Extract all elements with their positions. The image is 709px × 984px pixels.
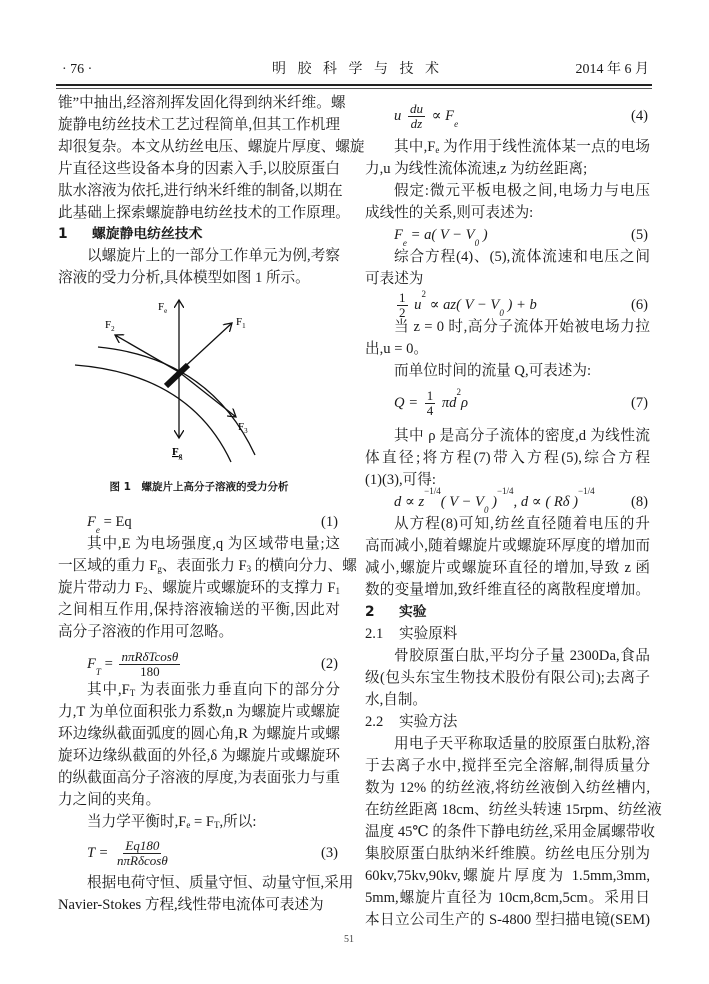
solution-element <box>166 365 188 386</box>
paragraph <box>58 872 354 916</box>
equation-4: u $\frac{du}{dz}$ ∝ $F_e$ (4) <box>394 101 648 132</box>
section-heading-1 <box>58 223 340 245</box>
text-line: 在纺丝距离 18cm、纺丝头转速 15rpm、纺丝液 <box>365 802 662 818</box>
text-line: 骨胶原蛋白肽,平均分子量 2300Da,食品 <box>394 648 650 664</box>
page-number: · 76 · <box>62 62 93 77</box>
text-line: 锥”中抽出,经溶剂挥发固化得到纳米纤维。螺 <box>58 95 346 111</box>
exponent: −1/4 <box>496 486 514 497</box>
equation-8: $d \propto z^{-1/4}$( $V - V_0$ )$^{-1/4}$, d ∝ ( Rδ )$^{-1/4}$ (8) <box>394 486 648 515</box>
section-number: 2 <box>365 604 375 620</box>
exponent: −1/4 <box>578 486 595 497</box>
outer-spiral-arc <box>98 347 255 455</box>
f3-arrow <box>179 372 236 417</box>
equation-6: $\frac{1}{2}$ $u^2 \propto az$( $V - V_0$ ) + b (6) <box>399 289 648 321</box>
text-line: 以螺旋片上的一部分工作单元为例,考察 <box>87 248 340 264</box>
text-line: 本日立公司生产的 S-4800 型扫描电镜(SEM) <box>365 912 650 928</box>
text-line: Navier-Stokes 方程,线性带电流体可表述为 <box>58 897 324 913</box>
text-line: 综合方程(4)、(5),流体流速和电压之间 <box>394 249 650 265</box>
issue-date: 2014 年 6 月 <box>575 62 649 77</box>
section-title: 实验 <box>399 604 427 620</box>
force-diagram <box>58 290 298 475</box>
text-line: (1)(3),可得: <box>365 472 436 488</box>
paragraph <box>58 679 340 811</box>
text-line: 于去离子水中,搅拌至完全溶解,制得质量分 <box>365 758 650 774</box>
paragraph <box>365 136 650 180</box>
right-column <box>365 0 662 984</box>
section-title: 实验方法 <box>399 714 458 730</box>
text-line: 旋静电纺丝技术工艺过程简单,但其工作机理 <box>58 117 340 133</box>
paragraph <box>365 733 662 931</box>
paragraph <box>365 180 650 224</box>
journal-title: 明 胶 科 学 与 技 术 <box>272 62 443 77</box>
paragraph <box>365 513 650 601</box>
text-line: 力之间的夹角。 <box>58 792 161 808</box>
text-line: 假定:微元平板电极之间,电场力与电压 <box>394 183 650 199</box>
text-line: 高而减小,随着螺旋片或螺旋环厚度的增加而 <box>365 538 650 554</box>
text-line: 用电子天平称取适量的胶原蛋白肽粉,溶 <box>394 736 650 752</box>
text-line: 60kv,75kv,90kv,螺旋片厚度为 1.5mm,3mm, <box>365 868 650 884</box>
paragraph <box>58 811 340 833</box>
section-number: 2.2 <box>365 714 384 730</box>
text-line: 根据电荷守恒、质量守恒、动量守恒,采用 <box>87 875 354 891</box>
paragraph <box>58 533 357 643</box>
text-line: 旋片带动力 $F_2$、螺旋片或螺旋环的支撑力 $F_1$ <box>58 580 340 596</box>
label-f1: $F_1$ <box>236 316 246 330</box>
text-line: 成线性的关系,则可表述为: <box>365 205 534 221</box>
label-fe: $F_e$ <box>158 301 168 315</box>
text-line: 环边缘纵截面弧度的圆心角,R 为螺旋片或螺 <box>58 726 340 742</box>
text-line: 其中$,F_e$ 为作用于线性流体某一点的电场 <box>394 139 650 155</box>
text-line: 数的变量增加,致纤维直径的离散程度增加。 <box>365 582 650 598</box>
section-number: 2.1 <box>365 626 384 642</box>
text-line: 却很复杂。本文从纺丝电压、螺旋片厚度、螺旋 <box>58 139 365 155</box>
section-title: 螺旋静电纺丝技术 <box>92 226 203 242</box>
label-fg: $F_g$ <box>172 446 183 460</box>
text-line: 当力学平衡时$,F_e = F_T$,所以: <box>87 814 257 830</box>
text-line: 之间相互作用,保持溶液输送的平衡,因此对 <box>58 602 340 618</box>
paragraph <box>365 246 650 290</box>
inner-spiral-arc <box>75 365 231 462</box>
text-line: 其中$,F_T$ 为表面张力垂直向下的部分分 <box>87 682 341 698</box>
figure-caption: 图 1 螺旋片上高分子溶液的受力分析 <box>109 481 289 493</box>
text-line: 片直径这些设备本身的因素入手,以胶原蛋白 <box>58 161 340 177</box>
text-line: 从方程(8)可知,纺丝直径随着电压的升 <box>394 516 650 532</box>
text-line: 肽水溶液为依托,进行纳米纤维的制备,以期在 <box>58 183 343 199</box>
text-line: 5mm,螺旋片直径为 10cm,8cm,5cm。采用日 <box>365 890 650 906</box>
text-line: 数为 12% 的纺丝液,将纺丝液倒入纺丝槽内, <box>365 780 650 796</box>
paragraph <box>58 245 340 289</box>
subsection-heading-2-2 <box>365 711 650 733</box>
text-line: 集胶原蛋白肽纳米纤维膜。纺丝电压分别为 <box>365 846 650 862</box>
paragraph <box>365 316 650 360</box>
equation-3: T = $\frac{Eq180}{\text{nπRδcosθ}}$ (3) <box>87 838 338 869</box>
paragraph <box>365 425 650 491</box>
text-line: 其中 ρ 是高分子流体的密度,d 为线性流 <box>394 428 650 444</box>
equation-7: Q = $\frac{1}{4}$ $\pi d^2\rho$ (7) <box>394 387 648 419</box>
exponent: −1/4 <box>424 486 441 497</box>
paragraph <box>365 360 650 382</box>
text-line: 当 z = 0 时,高分子流体开始被电场力拉 <box>394 319 650 335</box>
footer-page-number: 51 <box>344 934 354 945</box>
text-line: 可表述为 <box>365 271 424 287</box>
text-line: 溶液的受力分析,具体模型如图 1 所示。 <box>58 270 310 286</box>
text-line: 水,自制。 <box>365 692 428 708</box>
section-title: 实验原料 <box>399 626 458 642</box>
section-number: 1 <box>58 226 68 242</box>
paragraph <box>58 92 365 224</box>
text-line: 一区域的重力 $F_g$、表面张力 $F_3$ 的横向分力、螺 <box>58 558 357 574</box>
text-line: 其中,E 为电场强度,q 为区域带电量;这 <box>87 536 340 552</box>
equation-5: $F_e = a$( $V - V_0$ ) (5) <box>394 226 648 248</box>
section-heading-2 <box>365 601 650 623</box>
label-f3: $F_3$ <box>238 421 248 435</box>
text-line: 此基础上探索螺旋静电纺丝技术的工作原理。 <box>58 205 350 221</box>
text-line: 出,u = 0。 <box>365 341 428 357</box>
equation-2: $F_T$ = $\frac{\text{nπRδTcosθ}}{180}$ (2) <box>87 649 338 680</box>
text-line: 高分子溶液的作用可忽略。 <box>58 624 234 640</box>
subsection-heading-2-1 <box>365 623 650 645</box>
text-line: 的纵截面高分子溶液的厚度,为表面张力与重 <box>58 770 340 786</box>
label-f2: $F_2$ <box>105 319 115 333</box>
paragraph <box>365 645 650 711</box>
text-line: 力,u 为线性流体流速,z 为纺丝距离; <box>365 161 588 177</box>
text-line: 而单位时间的流量 Q,可表述为: <box>394 363 592 379</box>
text-line: 温度 45℃ 的条件下静电纺丝,采用金属螺带收 <box>365 824 655 840</box>
text-line: 级(包头东宝生物技术股份有限公司);去离子 <box>365 670 650 686</box>
equation-1: $F_e = Eq$ (1) <box>87 513 338 535</box>
text-line: 减小,螺旋片或螺旋环直径的增加,导致 z 函 <box>365 560 650 576</box>
text-line: 旋环边缘纵截面的外径,δ 为螺旋片或螺旋环 <box>58 748 340 764</box>
text-line: 体直径;将方程(7)带入方程(5),综合方程 <box>365 450 650 466</box>
text-line: 力,T 为单位面积张力系数,n 为螺旋片或螺旋 <box>58 704 340 720</box>
f2-arrow <box>115 335 179 372</box>
